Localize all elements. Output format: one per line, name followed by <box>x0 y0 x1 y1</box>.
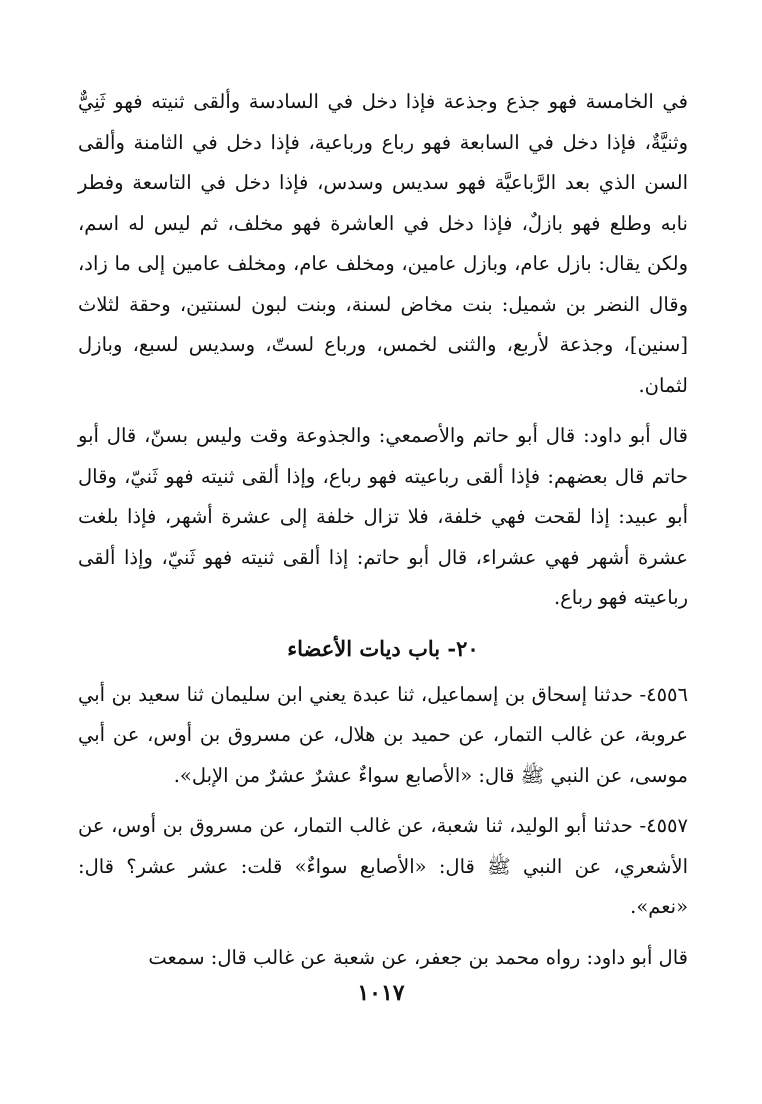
hadith-4557: ٤٥٥٧- حدثنا أبو الوليد، ثنا شعبة، عن غالب التمار، عن مسروق بن أوس، عن الأشعري، عن النبي ﷺ قال: «الأصابع سواءٌ» قلت: عشر عشر؟ قال: «نعم». <box>78 814 688 918</box>
paragraph-abu-dawud-note: قال أبو داود: قال أبو حاتم والأصمعي: والجذوعة وقت وليس بسنّ، قال أبو حاتم قال بعضهم: فإذا ألقى رباعيته فهو رباع، وإذا ألقى ثنيته فهو ثَنيّ، وقال أبو عبيد: إذا لقحت فهي خلفة، فلا تزال خلفة إلى عشرة أشهر، فإذا بلغت عشرة أشهر فهي عشراء، قال أبو حاتم: إذا ألقى ثنيته فهو ثَنيّ، وإذا ألقى رباعيته فهو رباع. <box>78 424 688 609</box>
chapter-heading: ٢٠- باب ديات الأعضاء <box>287 635 479 661</box>
paragraph-camel-ages: في الخامسة فهو جذع وجذعة فإذا دخل في السادسة وألقى ثنيته فهو ثَنِيٌّ وثنيَّةٌ، فإذا دخل في السابعة فهو رباع ورباعية، فإذا دخل في الثامنة وألقى السن الذي بعد الرَّباعيَّة فهو سديس وسدس، فإذا دخل في التاسعة وفطر نابه وطلع فهو بازلٌ، فإذا دخل في العاشرة فهو مخلف، ثم ليس له اسم، ولكن يقال: بازل عام، وبازل عامين، ومخلف عام، ومخلف عامين إلى ما زاد، وقال النضر بن شميل: بنت مخاض لسنة، وبنت لبون لسنتين، وحقة لثلاث [سنين]، وجذعة لأربع، والثنى لخمس، ورباع لستّ، وسديس لسبع، وبازل لثمان. <box>78 90 688 397</box>
paragraph-abu-dawud-narration: قال أبو داود: رواه محمد بن جعفر، عن شعبة عن غالب قال: سمعت <box>148 945 688 969</box>
hadith-4556: ٤٥٥٦- حدثنا إسحاق بن إسماعيل، ثنا عبدة يعني ابن سليمان ثنا سعيد بن أبي عروبة، عن غالب التمار، عن حميد بن هلال، عن مسروق بن أوس، عن أبي موسى، عن النبي ﷺ قال: «الأصابع سواءٌ عشرٌ عشرٌ من الإبل». <box>78 682 688 787</box>
page-number: ١٠١٧ <box>357 980 405 1006</box>
